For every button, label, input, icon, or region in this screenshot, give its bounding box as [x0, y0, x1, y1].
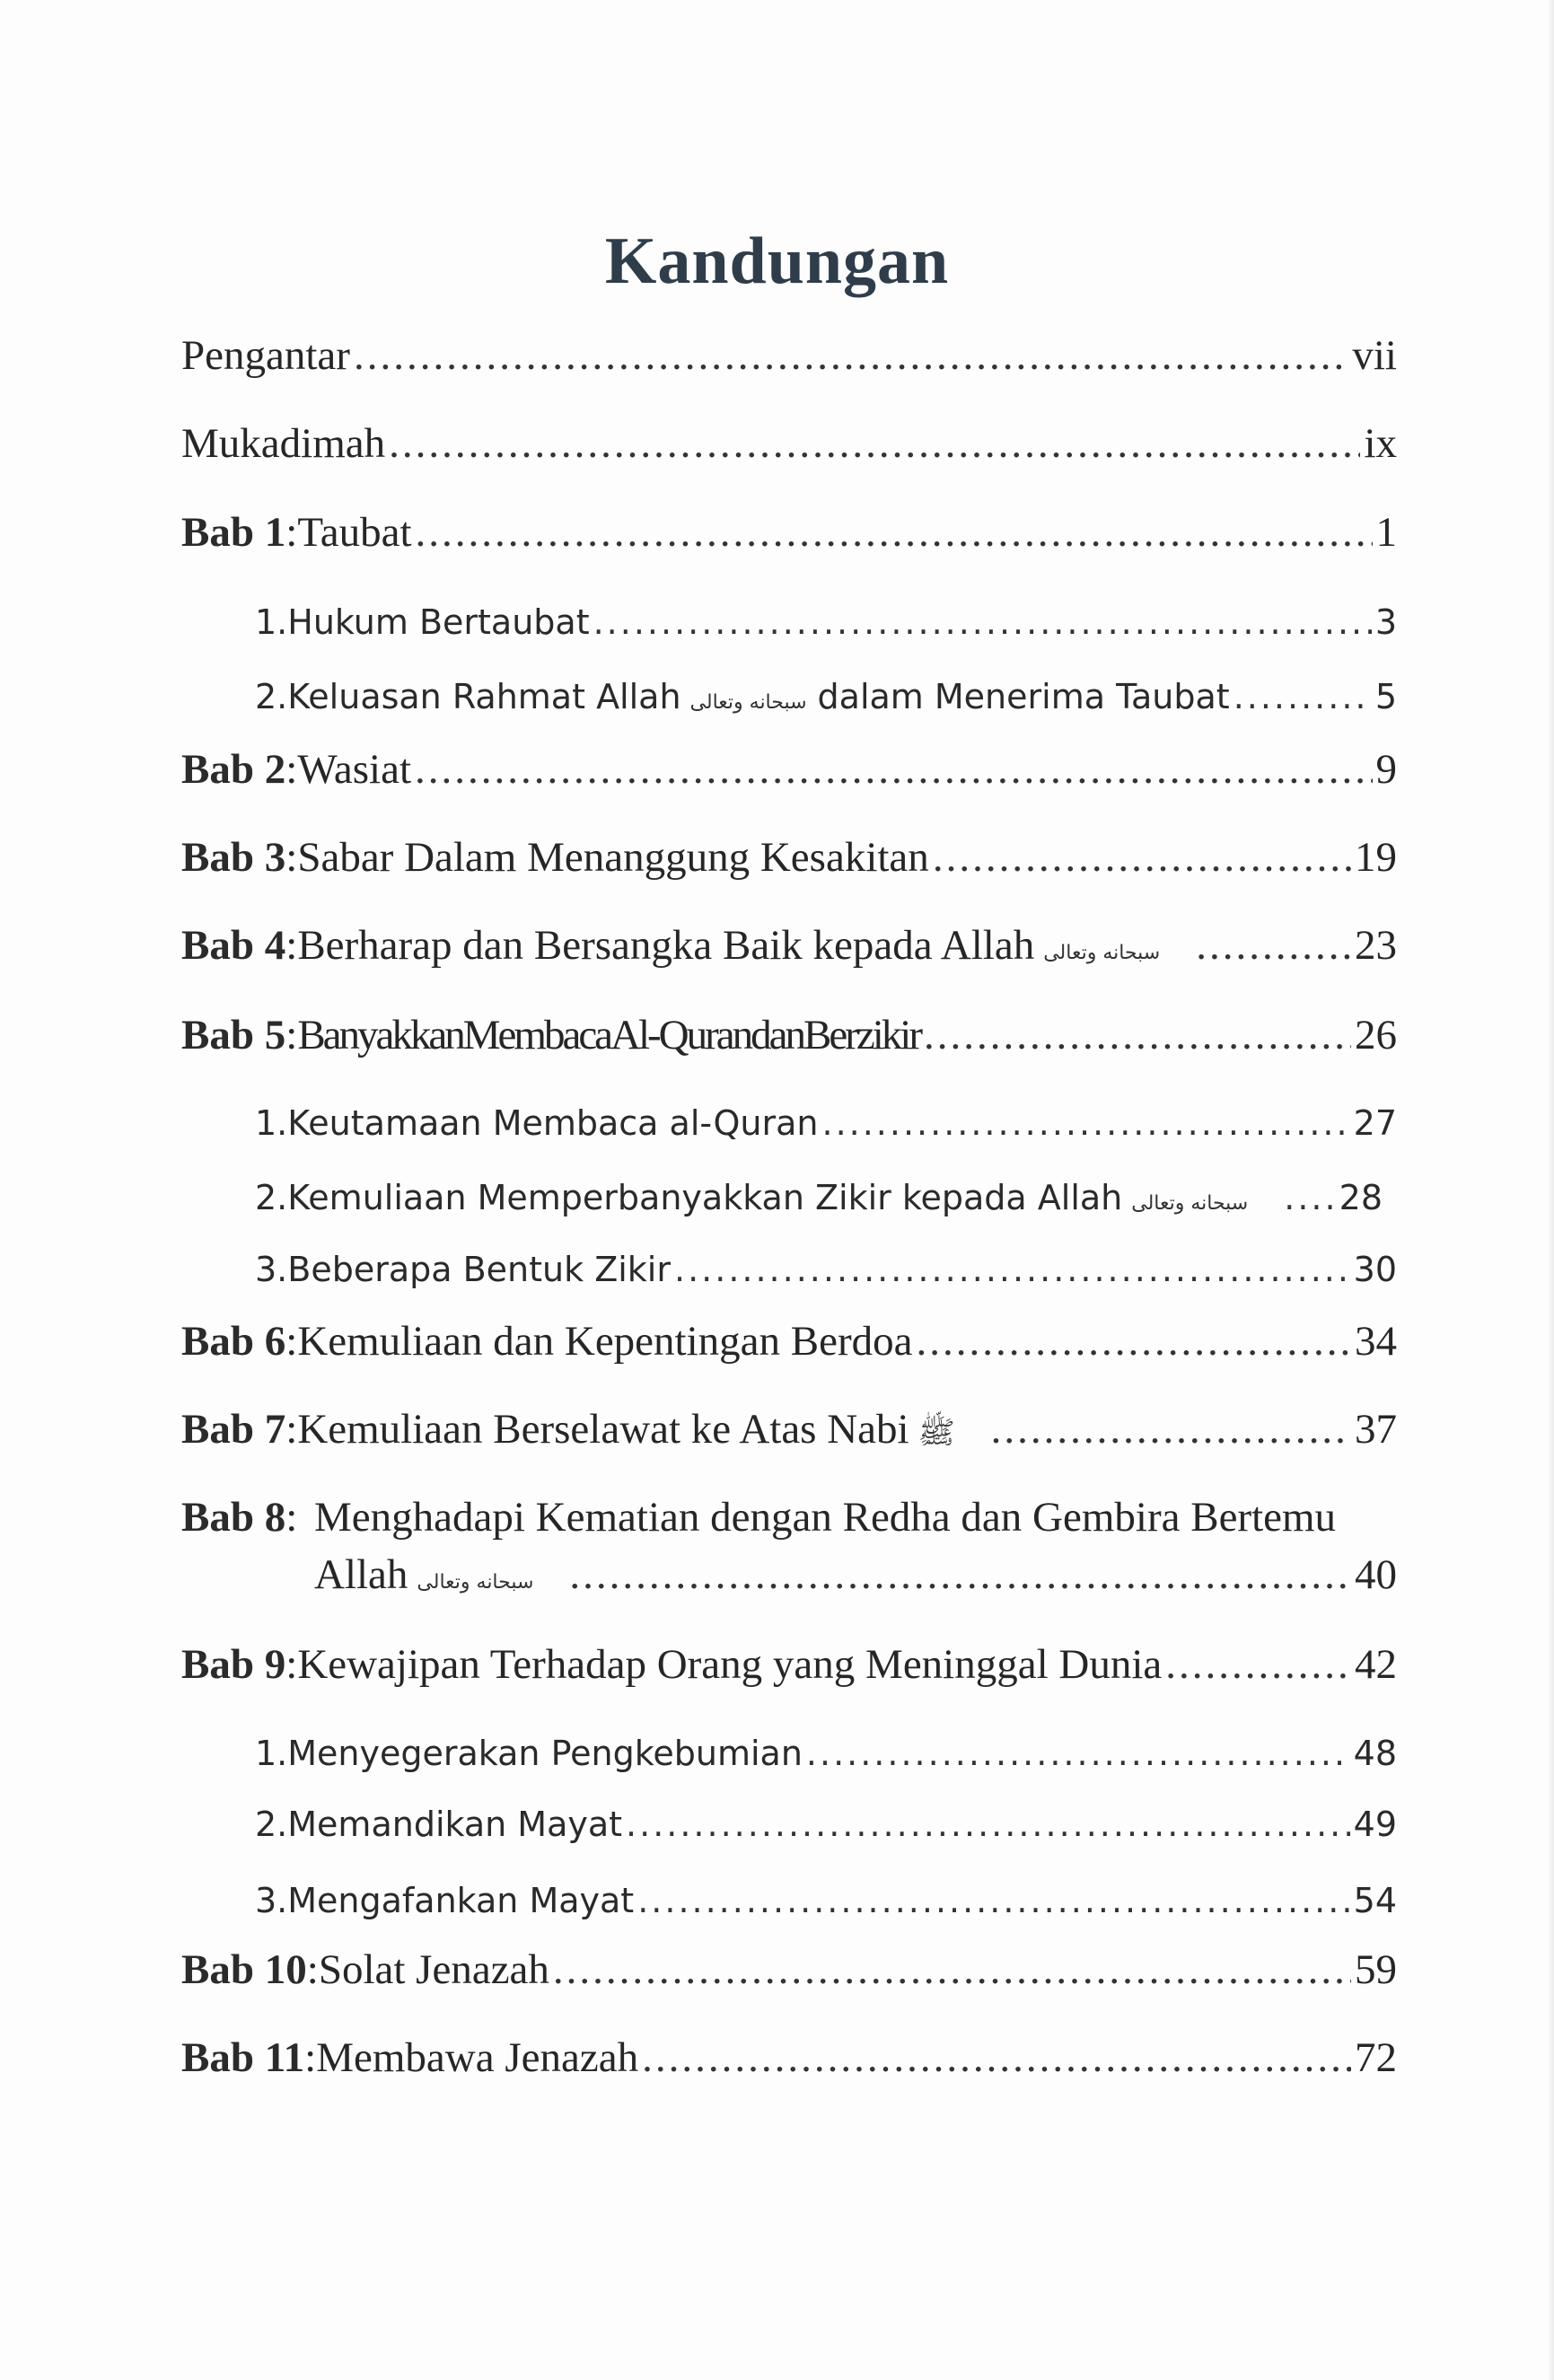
entry-title: Beberapa Bentuk Zikir: [287, 1250, 671, 1289]
page-number: 5: [1374, 677, 1397, 716]
entry-title: Kemuliaan Memperbanyakkan Zikir kepada Allah: [287, 1178, 1123, 1217]
sub-number: 1.: [255, 602, 288, 642]
chapter-label: Bab 7: [181, 1406, 286, 1453]
page-number: 1: [1375, 509, 1397, 556]
page-number: 59: [1355, 1946, 1397, 1993]
entry-title: Solat Jenazah: [318, 1946, 549, 1993]
entry-title-continued: Allah: [314, 1551, 408, 1598]
page-number: 42: [1355, 1641, 1397, 1688]
sub-number: 2.: [255, 1805, 288, 1844]
entry-title: Menghadapi Kematian dengan Redha dan Gembira Bertemu: [314, 1494, 1337, 1541]
toc-entry-bab-6[interactable]: [181, 1314, 1397, 1368]
chapter-label: Bab 11: [181, 2034, 305, 2081]
toc-subentry-bab-5-2[interactable]: [255, 1174, 1383, 1221]
chapter-colon: :: [285, 1318, 298, 1365]
sub-number: 2.: [255, 1178, 288, 1217]
page-title: Kandungan: [604, 224, 950, 298]
entry-title: Menyegerakan Pengkebumian: [287, 1734, 803, 1773]
entry-title: Mengafankan Mayat: [287, 1881, 635, 1920]
toc-entry-bab-7[interactable]: [181, 1402, 1397, 1456]
toc-subentry-bab-5-3[interactable]: [255, 1246, 1397, 1293]
entry-title: Kemuliaan Berselawat ke Atas Nabi: [297, 1406, 909, 1453]
dot-leader: [991, 1402, 1351, 1456]
entry-title: Taubat: [297, 509, 412, 556]
sub-number: 3.: [255, 1250, 288, 1289]
entry-title: Keutamaan Membaca al-Quran: [287, 1103, 819, 1143]
chapter-label: Bab 2: [181, 746, 286, 793]
toc-entry-bab-3[interactable]: [181, 830, 1397, 884]
dot-leader: [642, 2031, 1351, 2085]
dot-leader: [1165, 1638, 1351, 1691]
entry-title-continued: dalam Menerima Taubat: [817, 677, 1230, 716]
chapter-label: Bab 9: [181, 1641, 286, 1688]
toc-subentry-bab-9-3[interactable]: [255, 1877, 1397, 1924]
dot-leader: [637, 1877, 1349, 1924]
chapter-label: Bab 1: [181, 509, 286, 556]
chapter-colon: :: [285, 509, 298, 556]
toc-subentry-bab-5-1[interactable]: [255, 1100, 1397, 1146]
chapter-colon: :: [285, 1494, 298, 1541]
page-number: 48: [1353, 1734, 1397, 1773]
page-number: 26: [1355, 1012, 1397, 1058]
dot-leader: [916, 1314, 1351, 1368]
toc-entry-bab-8[interactable]: [181, 1490, 1397, 1544]
page-number: 28: [1339, 1178, 1383, 1217]
dot-leader: [821, 1100, 1349, 1146]
dot-leader: [569, 1548, 1351, 1602]
entry-title: Mukadimah: [181, 420, 386, 467]
sub-number: 3.: [255, 1881, 288, 1920]
toc-subentry-bab-1-2[interactable]: [255, 673, 1397, 720]
dot-leader: [1284, 1174, 1335, 1221]
dot-leader: [674, 1246, 1350, 1293]
page-number: ix: [1364, 420, 1397, 467]
entry-title: Berharap dan Bersangka Baik kepada Allah: [297, 922, 1035, 969]
swt-honorific-icon: سبحانه وتعالى: [689, 691, 807, 714]
dot-leader: [1196, 918, 1351, 972]
toc-entry-mukadimah[interactable]: [181, 417, 1397, 470]
swt-honorific-icon: سبحانه وتعالى: [1131, 1192, 1249, 1215]
dot-leader: [933, 830, 1351, 884]
entry-title: Kemuliaan dan Kepentingan Berdoa: [297, 1318, 913, 1365]
sub-number: 2.: [255, 677, 288, 716]
sub-number: 1.: [255, 1734, 288, 1773]
swt-honorific-icon: سبحانه وتعالى: [1043, 942, 1161, 964]
page-number: 72: [1355, 2034, 1397, 2081]
page-number: vii: [1352, 332, 1397, 379]
chapter-colon: :: [285, 834, 298, 881]
toc-entry-bab-5[interactable]: [181, 1008, 1397, 1062]
toc-entry-pengantar[interactable]: [181, 329, 1397, 382]
chapter-colon: :: [285, 922, 298, 969]
entry-title: Membawa Jenazah: [316, 2034, 639, 2081]
dot-leader: [626, 1801, 1350, 1848]
toc-entry-bab-1[interactable]: [181, 505, 1397, 559]
page-edge-shadow: [1547, 0, 1554, 2380]
chapter-label: Bab 8: [181, 1494, 286, 1541]
toc-subentry-bab-1-1[interactable]: [255, 599, 1397, 645]
dot-leader: [1234, 673, 1372, 720]
dot-leader: [416, 505, 1373, 559]
chapter-colon: :: [306, 1946, 319, 1993]
chapter-label: Bab 3: [181, 834, 286, 881]
saw-honorific-icon: ﷺ: [917, 1415, 955, 1451]
chapter-colon: :: [285, 1406, 298, 1453]
page-number: 49: [1353, 1805, 1397, 1844]
entry-title: Sabar Dalam Menanggung Kesakitan: [297, 834, 929, 881]
chapter-colon: :: [304, 2034, 317, 2081]
dot-leader: [924, 1008, 1351, 1062]
chapter-label: Bab 10: [181, 1946, 307, 1993]
entry-title: Keluasan Rahmat Allah: [287, 677, 681, 716]
page-number: 27: [1353, 1103, 1397, 1143]
toc-entry-bab-10[interactable]: [181, 1943, 1397, 1997]
dot-leader: [415, 742, 1372, 796]
page-number: 3: [1374, 602, 1397, 642]
page-number: 37: [1355, 1406, 1397, 1453]
toc-entry-bab-4[interactable]: [181, 918, 1397, 972]
toc-subentry-bab-9-2[interactable]: [255, 1801, 1397, 1848]
chapter-label: Bab 5: [181, 1012, 286, 1058]
page-number: 19: [1355, 834, 1397, 881]
toc-entry-bab-8-continued[interactable]: [314, 1548, 1397, 1602]
page-number: 54: [1353, 1881, 1397, 1920]
chapter-colon: :: [285, 1012, 298, 1058]
dot-leader: [553, 1943, 1351, 1997]
page-number: 40: [1355, 1551, 1397, 1598]
toc-entry-bab-2[interactable]: [181, 742, 1397, 796]
chapter-label: Bab 6: [181, 1318, 286, 1365]
page-number: 23: [1355, 922, 1397, 969]
page-number: 30: [1353, 1250, 1397, 1289]
swt-honorific-icon: سبحانه وتعالى: [417, 1571, 534, 1594]
chapter-colon: :: [285, 1641, 298, 1688]
dot-leader: [593, 599, 1372, 645]
entry-title: Kewajipan Terhadap Orang yang Meninggal Dunia: [297, 1641, 1163, 1688]
dot-leader: [389, 417, 1360, 470]
toc-entry-bab-9[interactable]: [181, 1638, 1397, 1691]
dot-leader: [806, 1730, 1350, 1777]
page-number: 34: [1355, 1318, 1397, 1365]
entry-title: Hukum Bertaubat: [287, 602, 590, 642]
toc-entry-bab-11[interactable]: [181, 2031, 1397, 2085]
entry-title: BanyakkanMembacaAl-QurandanBerzikir: [297, 1012, 920, 1058]
dot-leader: [354, 329, 1348, 382]
page-number: 9: [1375, 746, 1397, 793]
entry-title: Memandikan Mayat: [287, 1805, 623, 1844]
entry-title: Pengantar: [181, 332, 350, 379]
entry-title: Wasiat: [297, 746, 412, 793]
chapter-colon: :: [285, 746, 298, 793]
toc-subentry-bab-9-1[interactable]: [255, 1730, 1397, 1777]
sub-number: 1.: [255, 1103, 288, 1143]
chapter-label: Bab 4: [181, 922, 286, 969]
